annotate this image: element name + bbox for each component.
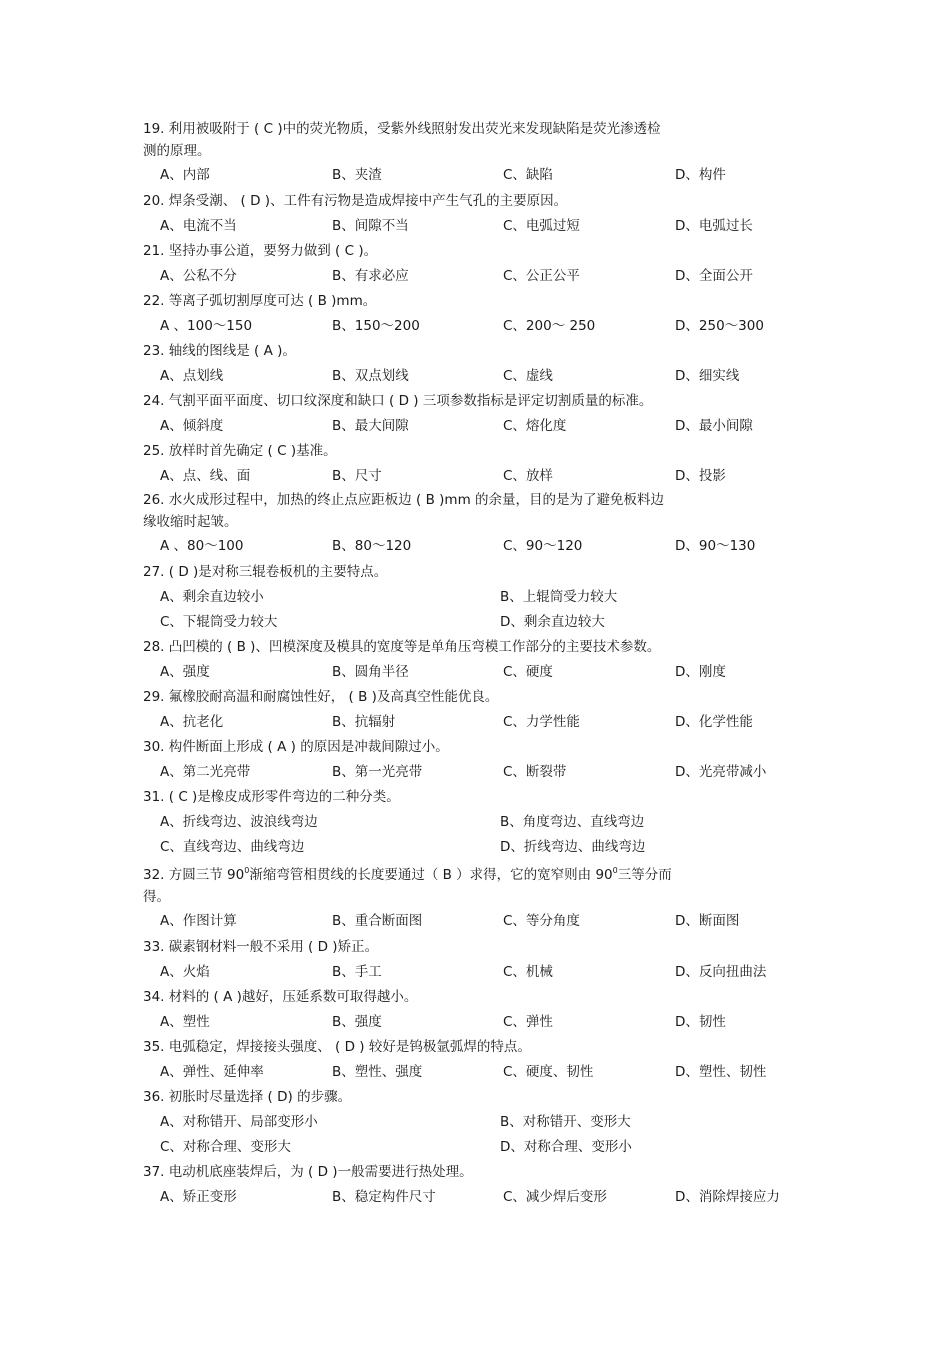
option-b: B、150～200 xyxy=(332,318,420,334)
option-d: D、剩余直边较大 xyxy=(500,614,605,630)
option-b: B、稳定构件尺寸 xyxy=(332,1189,436,1205)
question-27: 27. ( D )是对称三辊卷板机的主要特点。 xyxy=(143,564,388,580)
option-d: D、构件 xyxy=(675,167,726,183)
question-25: 25. 放样时首先确定 ( C )基准。 xyxy=(143,443,337,459)
option-d: D、细实线 xyxy=(675,368,740,384)
question-22: 22. 等离子弧切割厚度可达 ( B )mm。 xyxy=(143,293,377,309)
option-a: A、倾斜度 xyxy=(160,418,224,434)
question-text: 32. 方圆三节 90 xyxy=(143,867,245,883)
question-29: 29. 氟橡胶耐高温和耐腐蚀性好， ( B )及高真空性能优良。 xyxy=(143,689,499,705)
option-c: C、直线弯边、曲线弯边 xyxy=(160,839,305,855)
question-35: 35. 电弧稳定，焊接接头强度、 ( D ) 较好是钨极氩弧焊的特点。 xyxy=(143,1039,531,1055)
question-32 xyxy=(143,860,808,908)
option-a: A、第二光亮带 xyxy=(160,764,251,780)
option-a: A、弹性、延伸率 xyxy=(160,1064,264,1080)
option-d: D、反向扭曲法 xyxy=(675,964,767,980)
option-b: B、手工 xyxy=(332,964,382,980)
option-b: B、尺寸 xyxy=(332,468,382,484)
option-c: C、对称合理、变形大 xyxy=(160,1139,291,1155)
option-d: D、消除焊接应力 xyxy=(675,1189,780,1205)
option-d: D、刚度 xyxy=(675,664,726,680)
option-a: A、抗老化 xyxy=(160,714,224,730)
option-d: D、250～300 xyxy=(675,318,764,334)
option-b: B、最大间隙 xyxy=(332,418,409,434)
option-c: C、下辊筒受力较大 xyxy=(160,614,278,630)
question-19 xyxy=(143,118,808,162)
option-a: A、强度 xyxy=(160,664,210,680)
option-a: A 、100～150 xyxy=(160,318,253,334)
options-22 xyxy=(143,314,823,339)
question-33: 33. 碳素钢材料一般不采用 ( D )矫正。 xyxy=(143,939,379,955)
option-a: A、电流不当 xyxy=(160,218,237,234)
option-c: C、减少焊后变形 xyxy=(503,1189,607,1205)
option-c: C、缺陷 xyxy=(503,167,553,183)
options-20 xyxy=(143,214,823,239)
question-text-middle: 渐缩弯管相贯线的长度要通过（ B ）求得，它的宽窄则由 90 xyxy=(249,867,613,883)
option-a: A、作图计算 xyxy=(160,913,237,929)
option-b: B、塑性、强度 xyxy=(332,1064,423,1080)
question-20: 20. 焊条受潮、 ( D )、工件有污物是造成焊接中产生气孔的主要原因。 xyxy=(143,193,568,209)
option-d: D、电弧过长 xyxy=(675,218,753,234)
option-d: D、对称合理、变形小 xyxy=(500,1139,632,1155)
option-a: A、火焰 xyxy=(160,964,210,980)
options-29 xyxy=(143,710,823,735)
option-d: D、投影 xyxy=(675,468,726,484)
option-b: B、抗辐射 xyxy=(332,714,396,730)
options-33 xyxy=(143,960,823,985)
option-d: D、化学性能 xyxy=(675,714,753,730)
option-c: C、硬度、韧性 xyxy=(503,1064,594,1080)
question-30: 30. 构件断面上形成 ( A ) 的原因是冲裁间隙过小。 xyxy=(143,739,449,755)
option-b: B、角度弯边、直线弯边 xyxy=(500,814,645,830)
option-b: B、对称错开、变形大 xyxy=(500,1114,631,1130)
options-36-row2 xyxy=(143,1135,823,1160)
options-34 xyxy=(143,1010,823,1035)
options-36-row1 xyxy=(143,1110,823,1135)
option-c: C、硬度 xyxy=(503,664,553,680)
option-b: B、重合断面图 xyxy=(332,913,423,929)
option-a: A、塑性 xyxy=(160,1014,210,1030)
options-26 xyxy=(143,533,823,560)
options-30 xyxy=(143,760,823,785)
options-35 xyxy=(143,1060,823,1085)
option-d: D、光亮带减小 xyxy=(675,764,767,780)
option-d: D、塑性、韧性 xyxy=(675,1064,767,1080)
degree-superscript: 0 xyxy=(612,866,618,875)
question-text-end: 三等分而 xyxy=(617,867,672,883)
options-19 xyxy=(143,162,823,189)
option-d: D、断面图 xyxy=(675,913,740,929)
options-27-row2 xyxy=(143,610,823,635)
question-31: 31. ( C )是橡皮成形零件弯边的二种分类。 xyxy=(143,789,400,805)
question-28: 28. 凸凹模的 ( B )、凹模深度及模具的宽度等是单角压弯模工作部分的主要技术参数。 xyxy=(143,639,661,655)
option-d: D、全面公开 xyxy=(675,268,753,284)
option-a: A、点划线 xyxy=(160,368,224,384)
option-c: C、公正公平 xyxy=(503,268,580,284)
question-24: 24. 气割平面平面度、切口纹深度和缺口 ( D ) 三项参数指标是评定切割质量的标准。 xyxy=(143,393,653,409)
option-a: A、对称错开、局部变形小 xyxy=(160,1114,318,1130)
option-c: C、放样 xyxy=(503,468,553,484)
option-c: C、弹性 xyxy=(503,1014,553,1030)
option-c: C、电弧过短 xyxy=(503,218,580,234)
option-c: C、断裂带 xyxy=(503,764,567,780)
option-a: A、公私不分 xyxy=(160,268,237,284)
option-d: D、韧性 xyxy=(675,1014,726,1030)
option-b: B、间隙不当 xyxy=(332,218,409,234)
options-37 xyxy=(143,1185,823,1210)
option-d: D、折线弯边、曲线弯边 xyxy=(500,839,646,855)
options-31-row2 xyxy=(143,835,823,860)
question-text-continued: 得。 xyxy=(143,889,170,905)
option-b: B、双点划线 xyxy=(332,368,409,384)
options-28 xyxy=(143,660,823,685)
options-23 xyxy=(143,364,823,389)
option-a: A 、80～100 xyxy=(160,538,244,554)
option-c: C、200～ 250 xyxy=(503,318,596,334)
options-25 xyxy=(143,464,823,489)
question-list xyxy=(143,118,823,1210)
option-b: B、有求必应 xyxy=(332,268,409,284)
option-c: C、熔化度 xyxy=(503,418,567,434)
option-a: A、矫正变形 xyxy=(160,1189,237,1205)
question-26 xyxy=(143,489,808,533)
option-b: B、强度 xyxy=(332,1014,382,1030)
option-c: C、力学性能 xyxy=(503,714,580,730)
degree-superscript: 0 xyxy=(244,866,250,875)
option-d: D、最小间隙 xyxy=(675,418,753,434)
question-text: 26. 水火成形过程中，加热的终止点应距板边 ( B )mm 的余量，目的是为了避免板料边 xyxy=(143,492,665,508)
question-36: 36. 初胀时尽量选择 ( D) 的步骤。 xyxy=(143,1089,352,1105)
option-d: D、90～130 xyxy=(675,538,756,554)
question-text: 19. 利用被吸附于 ( C )中的荧光物质，受紫外线照射发出荧光来发现缺陷是荧光渗透检 xyxy=(143,121,661,137)
option-a: A、内部 xyxy=(160,167,210,183)
option-b: B、上辊筒受力较大 xyxy=(500,589,618,605)
option-a: A、折线弯边、波浪线弯边 xyxy=(160,814,318,830)
question-37: 37. 电动机底座装焊后，为 ( D )一般需要进行热处理。 xyxy=(143,1164,473,1180)
options-24 xyxy=(143,414,823,439)
option-b: B、圆角半径 xyxy=(332,664,409,680)
option-c: C、等分角度 xyxy=(503,913,580,929)
question-text-continued: 测的原理。 xyxy=(143,143,211,159)
option-b: B、夹渣 xyxy=(332,167,382,183)
option-c: C、90～120 xyxy=(503,538,583,554)
question-21: 21. 坚持办事公道，要努力做到 ( C )。 xyxy=(143,243,378,259)
options-27-row1 xyxy=(143,585,823,610)
question-23: 23. 轴线的图线是 ( A )。 xyxy=(143,343,296,359)
question-text-continued: 缘收缩时起皱。 xyxy=(143,514,238,530)
options-32 xyxy=(143,908,823,935)
options-31-row1 xyxy=(143,810,823,835)
option-a: A、剩余直边较小 xyxy=(160,589,264,605)
option-b: B、80～120 xyxy=(332,538,412,554)
option-a: A、点、线、面 xyxy=(160,468,251,484)
question-34: 34. 材料的 ( A )越好，压延系数可取得越小。 xyxy=(143,989,418,1005)
option-c: C、虚线 xyxy=(503,368,553,384)
option-b: B、第一光亮带 xyxy=(332,764,423,780)
option-c: C、机械 xyxy=(503,964,553,980)
options-21 xyxy=(143,264,823,289)
